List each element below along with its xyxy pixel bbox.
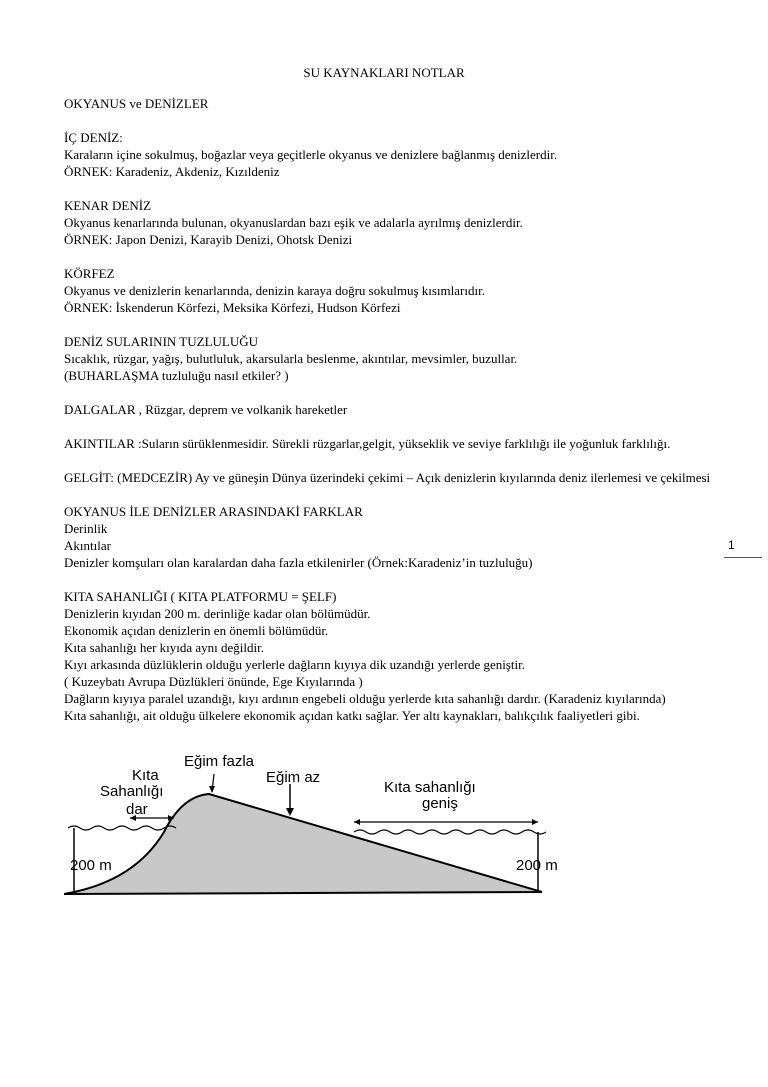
section-dalgalar	[64, 401, 724, 418]
section-farklar	[64, 503, 724, 571]
label-shelf-narrow-2: Sahanlığı	[100, 783, 164, 800]
text-line: Okyanus ve denizlerin kenarlarında, denizin karaya doğru sokulmuş kısımlarıdır.	[64, 283, 485, 298]
text-line: Denizlerin kıyıdan 200 m. derinliğe kadar olan bölümüdür.	[64, 606, 371, 621]
arrow-head	[209, 786, 215, 793]
text-line: Kıta sahanlığı, ait olduğu ülkelere ekonomik açıdan katkı sağlar. Yer altı kaynakları, balıkçılık faaliyetleri gibi.	[64, 708, 640, 723]
text-line: Karaların içine sokulmuş, boğazlar veya geçitlerle okyanus ve denizlere bağlanmış denizlerdir.	[64, 147, 558, 162]
water-surface-right	[354, 830, 546, 834]
label-depth-left: 200 m	[70, 857, 112, 874]
heading-farklar: OKYANUS İLE DENİZLER ARASINDAKİ FARKLAR	[64, 504, 363, 519]
section-akintilar	[64, 435, 724, 452]
label-slope-gentle: Eğim az	[266, 769, 321, 786]
section-korfez	[64, 265, 724, 316]
text-line: ÖRNEK: Karadeniz, Akdeniz, Kızıldeniz	[64, 164, 280, 179]
text-line: Okyanus kenarlarında bulunan, okyanuslardan bazı eşik ve adalarla ayrılmış denizlerdir.	[64, 215, 523, 230]
text-line: ÖRNEK: Japon Denizi, Karayib Denizi, Ohotsk Denizi	[64, 232, 353, 247]
heading-tuzluluk: DENİZ SULARININ TUZLULUĞU	[64, 334, 259, 349]
text-paragraph: Dağların kıyıya paralel uzandığı, kıyı ardının engebeli olduğu yerlerde kıta sahanlığı dardır. (Karadeniz kıyılarında)	[64, 691, 666, 706]
page-number-rule	[724, 557, 762, 558]
label-shelf-wide-2: geniş	[422, 795, 458, 812]
section-tuzluluk	[64, 333, 724, 384]
heading-ic-deniz: İÇ DENİZ:	[64, 130, 123, 145]
text-line: Kıyı arkasında düzlüklerin olduğu yerlerle dağların kıyıya dik uzandığı yerlerde geniştir.	[64, 657, 525, 672]
text-paragraph: AKINTILAR :Suların sürüklenmesidir. Sürekli rüzgarlar,gelgit, yükseklik ve seviye farklılığı ile yoğunluk farklılığı.	[64, 436, 671, 451]
text-line: Denizler komşuları olan karalardan daha fazla etkilenirler (Örnek:Karadeniz’in tuzluluğu)	[64, 555, 533, 570]
text-line: ÖRNEK: İskenderun Körfezi, Meksika Körfezi, Hudson Körfezi	[64, 300, 401, 315]
heading-okyanus: OKYANUS ve DENİZLER	[64, 96, 209, 111]
page-number: 1	[728, 538, 735, 552]
arrow-head	[286, 808, 294, 816]
heading-kenar-deniz: KENAR DENİZ	[64, 198, 152, 213]
text-line: Kıta sahanlığı her kıyıda aynı değildir.	[64, 640, 265, 655]
section-gelgit	[64, 469, 724, 486]
text-line: DALGALAR , Rüzgar, deprem ve volkanik hareketler	[64, 402, 348, 417]
text-line: Derinlik	[64, 521, 108, 536]
text-paragraph: GELGİT: (MEDCEZİR) Ay ve güneşin Dünya üzerindeki çekimi – Açık denizlerin kıyılarında deniz ilerlemesi ve çekilmesi	[64, 470, 711, 485]
arrow-head	[532, 819, 538, 825]
label-shelf-narrow-1: Kıta	[132, 767, 159, 784]
section-okyanus	[64, 95, 724, 112]
label-shelf-narrow-3: dar	[126, 801, 148, 818]
section-ic-deniz	[64, 129, 724, 180]
text-line: Akıntılar	[64, 538, 111, 553]
text-line: ( Kuzeybatı Avrupa Düzlükleri önünde, Ege Kıyılarında )	[64, 674, 363, 689]
continental-shelf-diagram	[64, 752, 584, 902]
text-line: Ekonomik açıdan denizlerin en önemli bölümüdür.	[64, 623, 329, 638]
heading-korfez: KÖRFEZ	[64, 266, 115, 281]
label-slope-steep: Eğim fazla	[184, 753, 255, 770]
text-line: Sıcaklık, rüzgar, yağış, bulutluluk, akarsularla beslenme, akıntılar, mevsimler, buzullar.	[64, 351, 518, 366]
section-kita-sahanligi	[64, 588, 724, 724]
text-line: (BUHARLAŞMA tuzluluğu nasıl etkiler? )	[64, 368, 289, 383]
section-kenar-deniz	[64, 197, 724, 248]
label-depth-right: 200 m	[516, 857, 558, 874]
label-shelf-wide-1: Kıta sahanlığı	[384, 779, 476, 796]
arrow-head	[354, 819, 360, 825]
water-surface-left	[68, 826, 176, 830]
document-body	[64, 95, 724, 741]
heading-kita-sahanligi: KITA SAHANLIĞI ( KITA PLATFORMU = ŞELF)	[64, 589, 337, 604]
document-title: SU KAYNAKLARI NOTLAR	[303, 65, 465, 80]
